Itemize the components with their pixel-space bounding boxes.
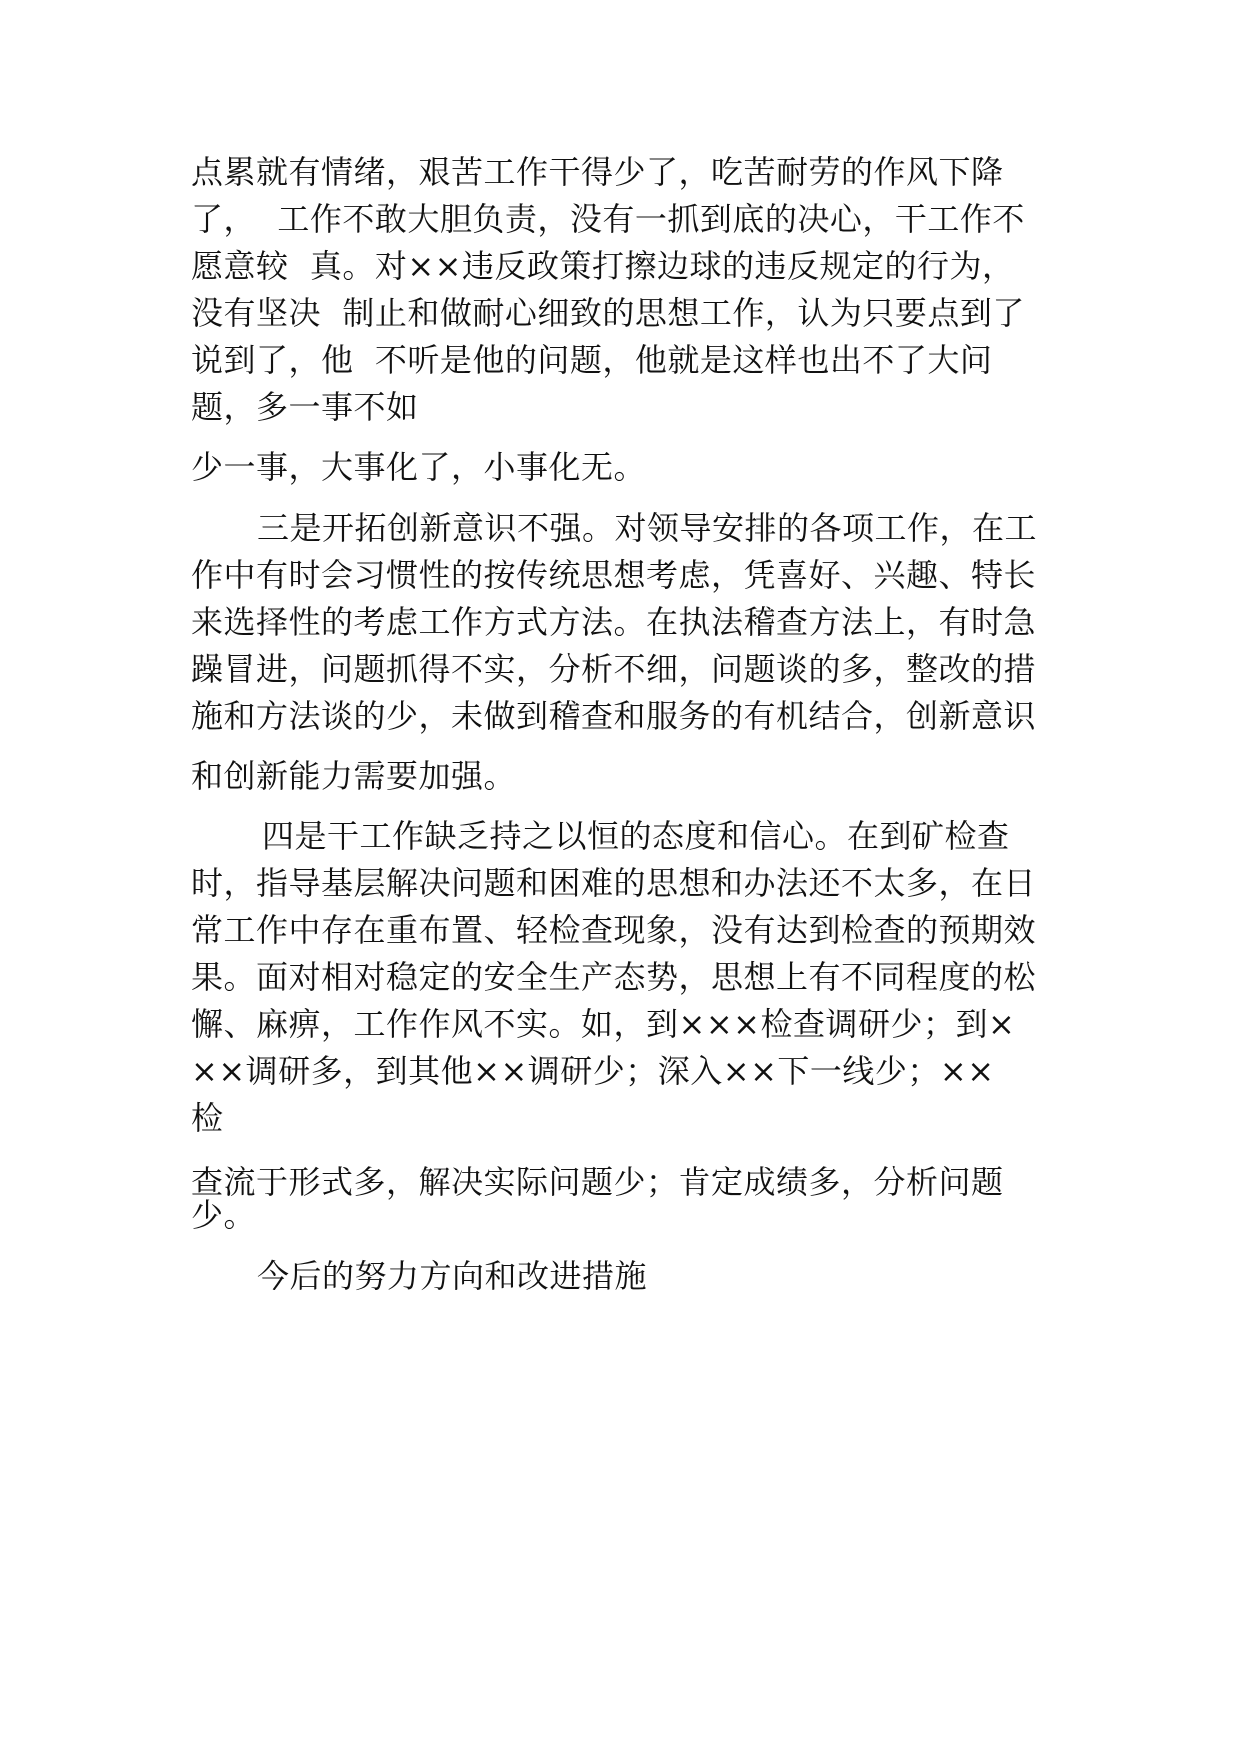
text-line: 了， 工作不敢大胆负责，没有一抓到底的决心，干工作不 (191, 200, 1025, 238)
text-line: 作中有时会习惯性的按传统思想考虑，凭喜好、兴趣、特长 (191, 556, 1037, 594)
text-line: 题，多一事不如 (191, 388, 419, 426)
text-line: 没有坚决 制止和做耐心细致的思想工作，认为只要点到了 (191, 294, 1025, 332)
text-line: ××调研多，到其他××调研少；深入××下一线少；×× (191, 1052, 995, 1090)
text-line: 说到了，他 不听是他的问题，他就是这样也出不了大问 (191, 341, 993, 379)
section-heading: 今后的努力方向和改进措施 (257, 1257, 648, 1295)
text-line: 施和方法谈的少，未做到稽查和服务的有机结合，创新意识 (191, 697, 1037, 735)
text-line: 来选择性的考虑工作方式方法。在执法稽查方法上，有时急 (191, 603, 1037, 641)
text-line: 时，指导基层解决问题和困难的思想和办法还不太多，在日 (191, 864, 1037, 902)
text-line: 果。面对相对稳定的安全生产态势，思想上有不同程度的松 (191, 958, 1037, 996)
text-line: 懈、麻痹，工作作风不实。如，到×××检查调研少；到× (191, 1005, 1016, 1043)
text-line: 少。 (191, 1196, 257, 1234)
text-line: 和创新能力需要加强。 (191, 757, 517, 795)
text-line: 少一事，大事化了，小事化无。 (191, 448, 647, 486)
text-line: 检 (191, 1099, 224, 1137)
text-line: 常工作中存在重布置、轻检查现象，没有达到检查的预期效 (191, 911, 1037, 949)
paragraph-first-line: 三是开拓创新意识不强。对领导安排的各项工作，在工 (257, 509, 1038, 547)
text-line: 躁冒进，问题抓得不实，分析不细，问题谈的多，整改的措 (191, 650, 1037, 688)
text-line: 点累就有情绪，艰苦工作干得少了，吃苦耐劳的作风下降 (191, 153, 1004, 191)
text-line: 愿意较 真。对××违反政策打擦边球的违反规定的行为， (191, 247, 1015, 285)
text-line: 查流于形式多，解决实际问题少；肯定成绩多，分析问题 (191, 1163, 1004, 1201)
paragraph-first-line: 四是干工作缺乏持之以恒的态度和信心。在到矿检查 (262, 817, 1010, 855)
